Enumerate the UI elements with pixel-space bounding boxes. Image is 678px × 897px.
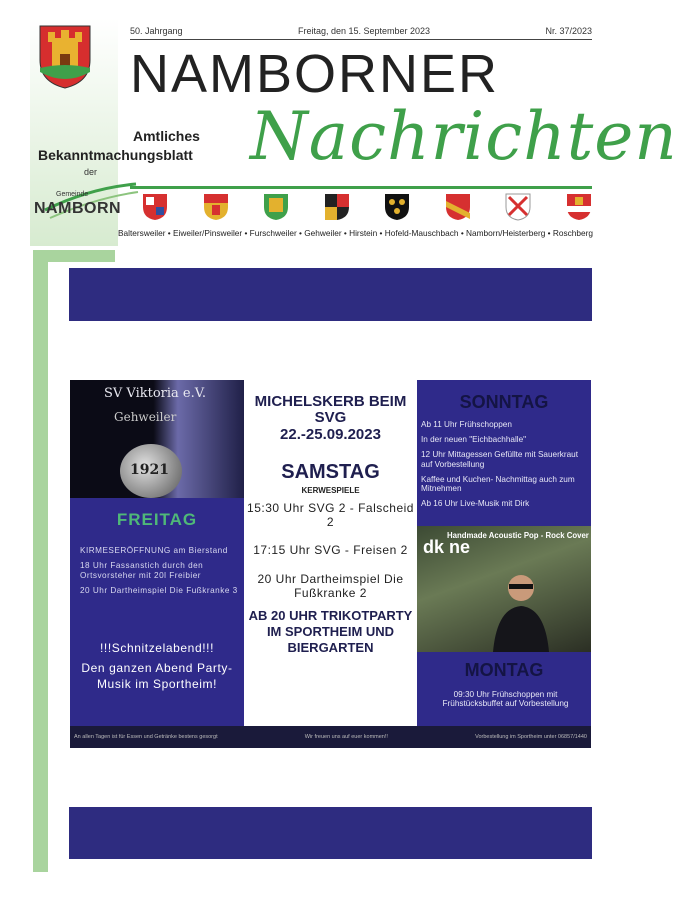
sunday-item: Ab 16 Uhr Live-Musik mit Dirk xyxy=(421,499,530,509)
masthead-script-title: Nachrichten xyxy=(250,98,678,175)
poster-dates: 22.-25.09.2023 xyxy=(280,425,381,443)
subtitle-line-1: Amtliches xyxy=(133,128,200,144)
friday-list xyxy=(80,546,240,602)
poster-footer xyxy=(70,726,591,748)
sunday-title: SONNTAG xyxy=(459,392,549,412)
village-list: Baltersweiler • Eiweiler/Pinsweiler • Furschweiler • Gehweiler • Hirstein • Hofeld-Mauschbach • Namborn/Heisterberg • Roschberg xyxy=(118,228,593,238)
monday-text: 09:30 Uhr Frühschoppen mit Frühstücksbuffet auf Vorbestellung xyxy=(442,690,569,709)
crest-furschweiler-icon xyxy=(263,193,289,221)
sunday-item: In der neuen "Eichbachhalle" xyxy=(421,435,527,445)
friday-highlight xyxy=(70,640,244,693)
schnitzelabend: !!!Schnitzelabend!!! xyxy=(99,641,215,655)
crest-namborn-heisterberg-icon xyxy=(505,193,531,221)
sunday-list xyxy=(421,420,589,514)
jahrgang: 50. Jahrgang xyxy=(130,26,183,36)
issue-number: Nr. 37/2023 xyxy=(545,26,592,36)
club-name: SV Viktoria e.V. xyxy=(104,386,207,401)
friday-item: 20 Uhr Dartheimspiel Die Fußkranke 3 xyxy=(80,586,238,596)
navy-band-bottom xyxy=(69,807,592,859)
musician-silhouette-icon xyxy=(489,568,553,652)
crest-baltersweiler-icon xyxy=(142,193,168,221)
issue-meta-line xyxy=(130,26,592,40)
crest-gehweiler-icon xyxy=(324,193,350,221)
band-photo xyxy=(417,526,591,652)
village-crests-row xyxy=(142,193,592,221)
band-tagline: Handmade Acoustic Pop - Rock Cover xyxy=(447,531,589,540)
crest-eiweiler-icon xyxy=(203,193,229,221)
friday-item: 18 Uhr Fassanstich durch den Ortsvorsteher mit 20l Freibier xyxy=(80,561,204,580)
saturday-title: SAMSTAG xyxy=(281,460,380,483)
party-music-note: Den ganzen Abend Party-Musik im Sportheim! xyxy=(81,661,233,692)
subtitle-line-3: der xyxy=(84,167,98,177)
footer-left: An allen Tagen ist für Essen und Getränke bestens gesorgt xyxy=(74,734,218,740)
kerwespiele-label: KERWESPIELE xyxy=(301,485,360,495)
crest-hofeld-mauschbach-icon xyxy=(445,193,471,221)
issue-date: Freitag, den 15. September 2023 xyxy=(297,26,431,36)
header-green-rule xyxy=(130,186,592,189)
club-year: 1921 xyxy=(130,462,169,478)
friday-column xyxy=(70,498,244,726)
friday-item: KIRMESERÖFFNUNG am Bierstand xyxy=(80,546,228,555)
sunday-monday-column xyxy=(417,380,591,726)
navy-band-top xyxy=(69,268,592,321)
trikotparty-note: AB 20 UHR TRIKOTPARTY IM SPORTHEIM UND BIERGARTEN xyxy=(248,608,413,655)
poster-headline: MICHELSKERB BEIM SVG xyxy=(254,393,407,426)
game-3: 20 Uhr Dartheimspiel Die Fußkranke 2 xyxy=(257,571,404,601)
subtitle-line-2: Bekanntmachungsblatt xyxy=(38,147,193,163)
michelskerb-poster xyxy=(70,380,591,748)
sunday-item: 12 Uhr Mittagessen Gefüllte mit Sauerkraut auf Vorbestellung xyxy=(421,450,578,469)
club-photo xyxy=(70,380,244,498)
club-town: Gehweiler xyxy=(114,410,177,424)
footer-right: Vorbestellung im Sportheim unter 06857/1440 xyxy=(475,734,587,740)
saturday-column xyxy=(244,380,417,726)
game-2: 17:15 Uhr SVG - Freisen 2 xyxy=(253,543,408,558)
masthead-title: NAMBORNER xyxy=(130,44,500,104)
brand-namborn-logo: NAMBORN xyxy=(34,200,122,217)
band-logo: dk ne xyxy=(423,537,471,557)
game-1: 15:30 Uhr SVG 2 - Falscheid 2 xyxy=(247,500,414,529)
monday-title: MONTAG xyxy=(464,660,544,680)
sunday-item: Kaffee und Kuchen- Nachmittag auch zum Mitnehmen xyxy=(421,474,575,493)
brand-gemeinde: Gemeinde xyxy=(56,191,89,198)
footer-mid: Wir freuen uns auf euer kommen!! xyxy=(304,734,388,740)
crest-roschberg-icon xyxy=(566,193,592,221)
crest-hirstein-icon xyxy=(384,193,410,221)
friday-title: FREITAG xyxy=(116,510,198,529)
namborn-coat-of-arms-icon xyxy=(38,24,92,90)
sunday-item: Ab 11 Uhr Frühschoppen xyxy=(421,420,512,429)
